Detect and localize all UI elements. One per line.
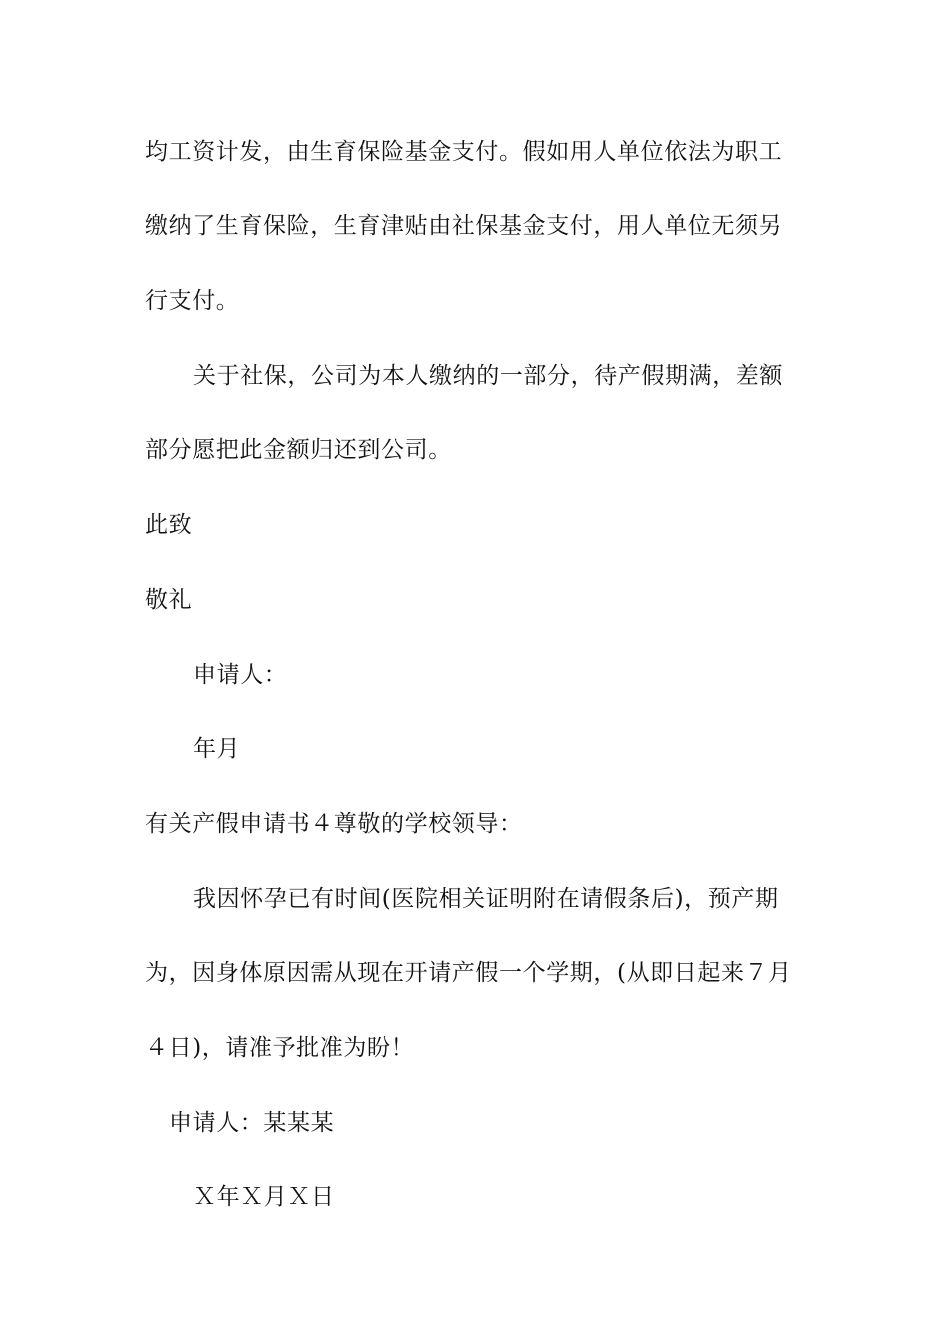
paragraph-line: 关于社保，公司为本人缴纳的一部分，待产假期满，差额 [193, 363, 783, 389]
paragraph-line: 我因怀孕已有时间(医院相关证明附在请假条后)，预产期 [193, 886, 779, 912]
paragraph-line: 部分愿把此金额归还到公司。 [145, 437, 452, 463]
signature-date: Ｘ年Ｘ月Ｘ日 [193, 1184, 335, 1210]
paragraph-line: 缴纳了生育保险，生育津贴由社保基金支付，用人单位无须另 [145, 213, 783, 239]
section-heading: 有关产假申请书４尊敬的学校领导： [145, 811, 523, 837]
applicant-signature: 申请人：某某某 [169, 1110, 335, 1136]
paragraph-line: 为，因身体原因需从现在开请产假一个学期，(从即日起来７月 [145, 960, 792, 986]
closing-salutation: 此致 [145, 512, 193, 538]
closing-regards: 敬礼 [145, 587, 193, 613]
applicant-label: 申请人： [193, 662, 288, 688]
paragraph-line: 均工资计发，由生育保险基金支付。假如用人单位依法为职工 [145, 139, 783, 165]
paragraph-line: ４日)，请准予批准为盼！ [145, 1035, 415, 1061]
paragraph-line: 行支付。 [145, 288, 240, 314]
date-label: 年月 [193, 736, 241, 762]
